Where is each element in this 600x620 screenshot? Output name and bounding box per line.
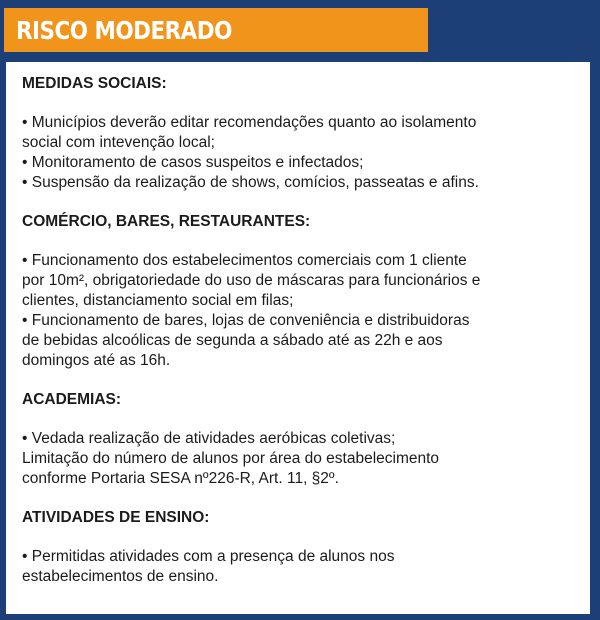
section-line: domingos até as 16h.: [22, 352, 171, 369]
measures-card: [6, 62, 590, 614]
section-heading: ACADEMIAS:: [22, 391, 122, 408]
section-line: por 10m², obrigatoriedade do uso de máscaras para funcionários e: [22, 272, 481, 289]
section-line: • Funcionamento de bares, lojas de conveniência e distribuidoras: [22, 312, 470, 329]
top-strip: [0, 0, 600, 8]
section-spacer: [22, 489, 576, 508]
section-heading: COMÉRCIO, BARES, RESTAURANTES:: [22, 213, 311, 230]
section-line: • Monitoramento de casos suspeitos e infectados;: [22, 154, 364, 171]
section-line: • Permitidas atividades com a presença de alunos nos: [22, 548, 395, 565]
section-line: clientes, distanciamento social em filas;: [22, 292, 294, 309]
section-line: social com intevenção local;: [22, 134, 215, 151]
section-medidas-sociais: [22, 74, 576, 193]
section-line: • Vedada realização de atividades aeróbicas coletivas;: [22, 430, 396, 447]
section-spacer: [22, 193, 576, 212]
banner-title: RISCO MODERADO: [16, 15, 232, 45]
section-heading: MEDIDAS SOCIAIS:: [22, 75, 167, 92]
section-line: Limitação do número de alunos por área do estabelecimento: [22, 450, 440, 467]
section-line: de bebidas alcoólicas de segunda a sábado até as 22h e aos: [22, 332, 443, 349]
risk-level-banner: [4, 8, 428, 52]
section-line: estabelecimentos de ensino.: [22, 568, 219, 585]
section-heading: ATIVIDADES DE ENSINO:: [22, 509, 210, 526]
section-academias: [22, 390, 576, 489]
section-ensino: [22, 508, 576, 587]
section-line: • Funcionamento dos estabelecimentos comerciais com 1 cliente: [22, 252, 467, 269]
section-line: conforme Portaria SESA nº226-R, Art. 11, §2º.: [22, 470, 339, 487]
section-comercio: [22, 212, 576, 371]
section-line: • Municípios deverão editar recomendações quanto ao isolamento: [22, 114, 477, 131]
section-spacer: [22, 371, 576, 390]
section-line: • Suspensão da realização de shows, comícios, passeatas e afins.: [22, 174, 479, 191]
